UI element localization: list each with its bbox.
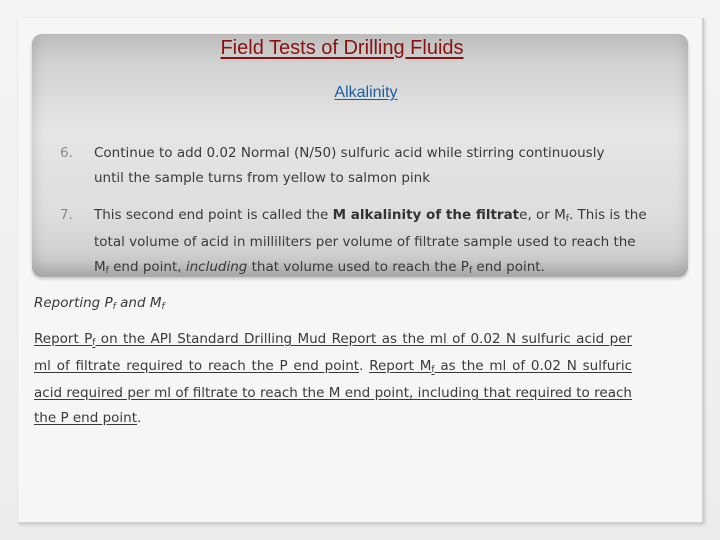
subscript: f [112,302,116,312]
body-run: Report P [34,331,93,347]
step-text-run: . This is the total volume of acid in milliliters per volume of filtrate sample used to reach the M [94,207,647,275]
subscript: f [92,338,96,348]
subscript: f [431,365,435,375]
reporting-heading [34,295,165,311]
reporting-body [34,327,632,431]
step-text [94,141,654,191]
step-line: Continue to add 0.02 Normal (N/50) sulfuric acid while stirring continuously [94,145,605,161]
body-run: Report M [369,358,432,374]
step-text-run: that volume used to reach the P [247,259,469,275]
body-run: . [359,358,370,374]
subscript: f [161,302,165,312]
slide-subtitle: Alkalinity [334,84,398,101]
body-run: on the API Standard Drilling Mud Report as the ml of 0.02 N sulfuric acid per ml of filtrate required to reach the P end point [34,331,632,374]
subscript: f [565,214,569,224]
step-text-run: This second end point is called the [94,207,333,223]
body-run: as the ml of 0.02 N sulfuric acid required per ml of filtrate to reach the M end point, including that required to reach the P end point [34,358,632,426]
step-text-run: end point, [108,259,186,275]
subscript: f [105,266,109,276]
body-run: . [137,410,142,426]
subscript: f [468,266,473,276]
emphasis: including [185,259,248,275]
step-text [94,203,654,282]
slide-title: Field Tests of Drilling Fluids [220,37,464,59]
heading-run: Reporting P [34,295,113,311]
step-text-run: end point. [472,259,545,275]
step-number: 6. [60,145,73,161]
step-line: until the sample turns from yellow to salmon pink [94,170,431,186]
heading-run: and M [115,295,162,311]
step-number: 7. [60,207,73,223]
step-text-run: e, or M [519,207,566,223]
m-alkalinity-term: M alkalinity of the filtrat [332,207,520,223]
